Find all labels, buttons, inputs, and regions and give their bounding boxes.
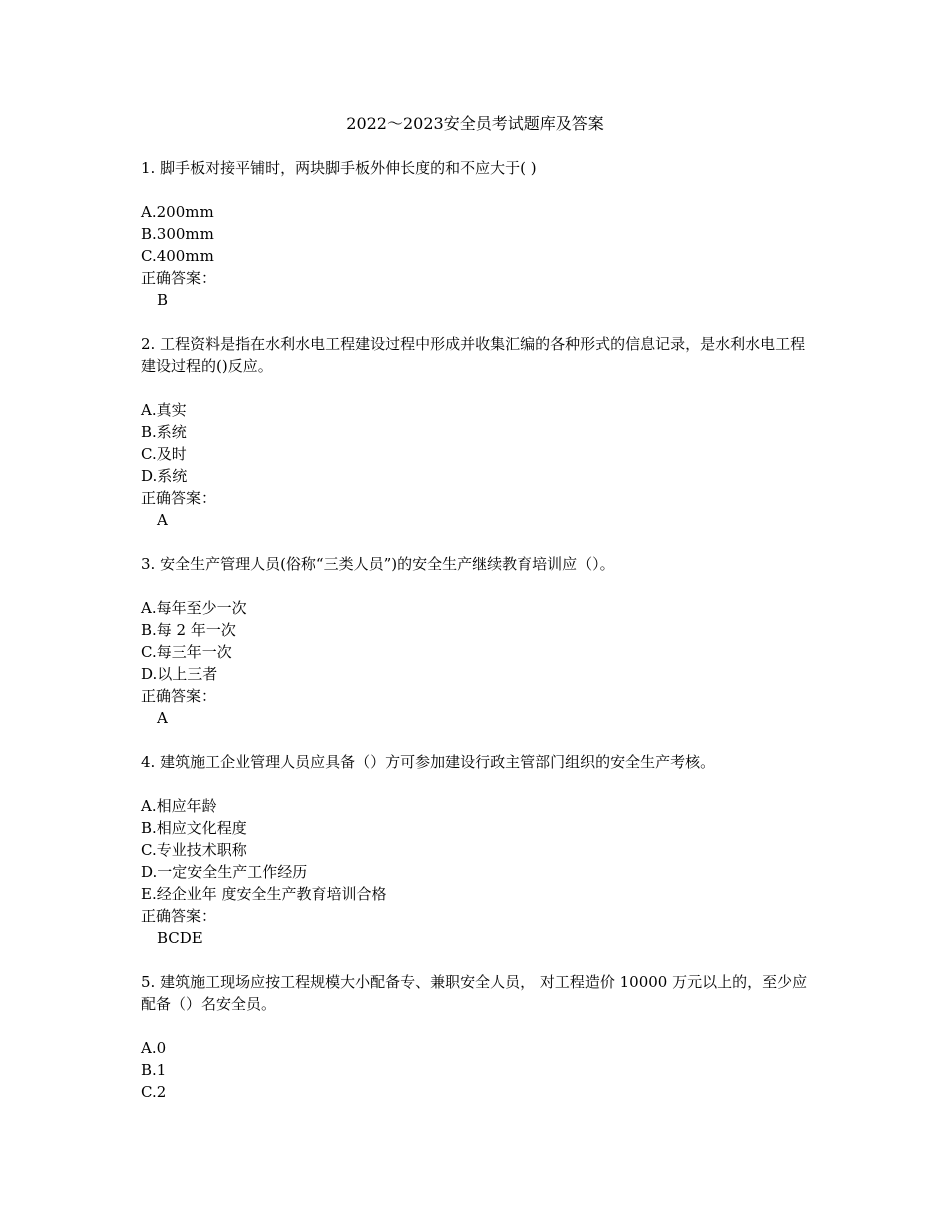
question-text: 1. 脚手板对接平铺时，两块脚手板外伸长度的和不应大于( ) xyxy=(141,159,537,177)
option-b: B.300mm xyxy=(141,225,214,243)
option-a: A.200mm xyxy=(141,203,214,221)
question-list xyxy=(141,157,811,1125)
document-title: 2022～2023安全员考试题库及答案 xyxy=(346,114,604,133)
option-b: B.每 2 年一次 xyxy=(141,621,236,639)
question-text: 4. 建筑施工企业管理人员应具备（）方可参加建设行政主管部门组织的安全生产考核。 xyxy=(141,753,716,771)
option-d: D.以上三者 xyxy=(141,665,218,683)
question-5 xyxy=(141,971,811,1103)
option-c: C.每三年一次 xyxy=(141,643,232,661)
option-c: C.专业技术职称 xyxy=(141,841,247,859)
option-e: E.经企业年 度安全生产教育培训合格 xyxy=(141,885,387,903)
answer-label: 正确答案： xyxy=(141,269,217,287)
question-2 xyxy=(141,333,811,531)
answer-value: BCDE xyxy=(157,929,203,947)
option-b: B.1 xyxy=(141,1061,167,1079)
option-c: C.2 xyxy=(141,1083,167,1101)
question-text: 5. 建筑施工现场应按工程规模大小配备专、兼职安全人员， 对工程造价 10000 万元以上的，至少应配备（）名安全员。 xyxy=(141,973,808,1013)
answer-value: A xyxy=(157,709,168,727)
option-b: B.系统 xyxy=(141,423,187,441)
option-a: A.真实 xyxy=(141,401,187,419)
option-a: A.相应年龄 xyxy=(141,797,217,815)
option-b: B.相应文化程度 xyxy=(141,819,247,837)
answer-label: 正确答案： xyxy=(141,489,217,507)
question-1 xyxy=(141,157,811,311)
question-text: 2. 工程资料是指在水利水电工程建设过程中形成并收集汇编的各种形式的信息记录，是水利水电工程建设过程的()反应。 xyxy=(141,335,806,375)
question-4 xyxy=(141,751,811,949)
question-text: 3. 安全生产管理人员(俗称“三类人员”)的安全生产继续教育培训应（）。 xyxy=(141,555,615,573)
option-a: A.每年至少一次 xyxy=(141,599,247,617)
answer-label: 正确答案： xyxy=(141,687,217,705)
option-d: D.系统 xyxy=(141,467,188,485)
question-3 xyxy=(141,553,811,729)
answer-value: A xyxy=(157,511,168,529)
option-d: D.一定安全生产工作经历 xyxy=(141,863,308,881)
option-c: C.400mm xyxy=(141,247,214,265)
answer-value: B xyxy=(157,291,169,309)
option-c: C.及时 xyxy=(141,445,187,463)
answer-label: 正确答案： xyxy=(141,907,217,925)
option-a: A.0 xyxy=(141,1039,167,1057)
